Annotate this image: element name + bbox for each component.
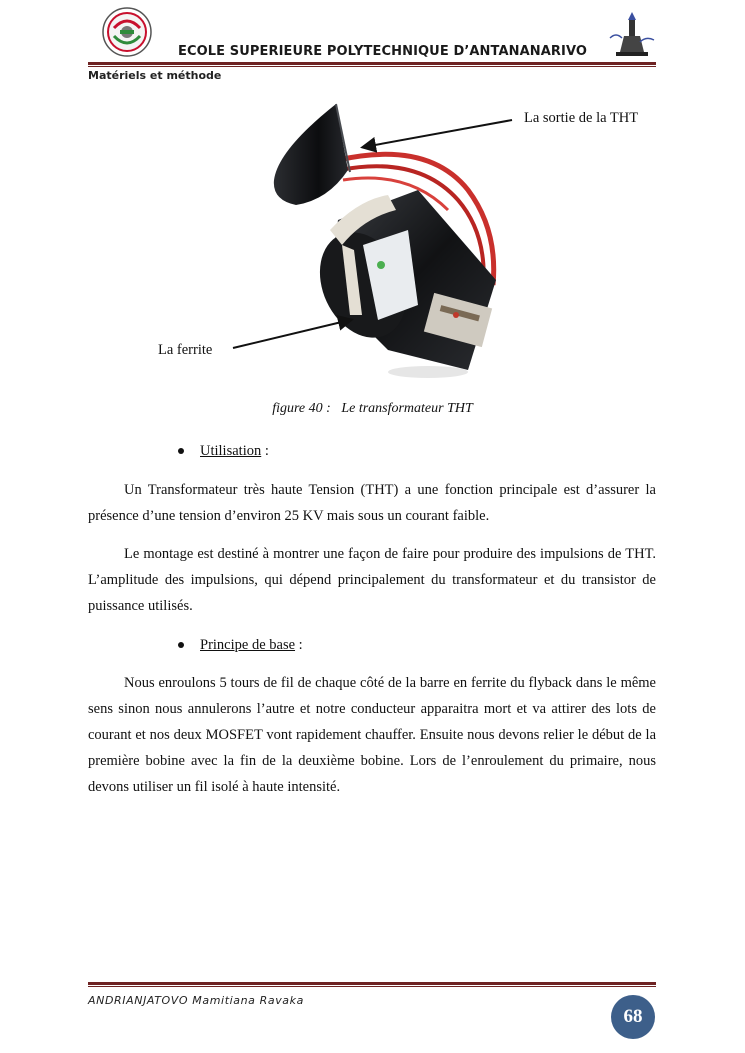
- heading-principe: Principe de base: [200, 637, 296, 653]
- paragraph: Nous enroulons 5 tours de fil de chaque côté de la barre en ferrite du flyback dans le même sens sinon nous annulerons l’autre et notre conducteur apparaitra mort et va attirer des lots de courant et nos deux MOSFET vont rapidement chauffer. Ensuite nous devons relier le début de la première bobine avec la fin de la deuxième bobine. Lors de l’enroulement du primaire, nous devons utiliser un fil isolé à haute intensité.: [88, 675, 656, 795]
- footer-author: ANDRIANJATOVO Mamitiana Ravaka: [88, 994, 304, 1007]
- school-name: ECOLE SUPERIEURE POLYTECHNIQUE D’ANTANANARIVO: [178, 44, 588, 59]
- footer-rule: [88, 982, 656, 985]
- bullet-dot: [178, 642, 184, 648]
- arrow-to-ferrite: [233, 320, 350, 348]
- caption-number: figure 40 :: [272, 401, 331, 416]
- footer-rule-thin: [88, 986, 656, 987]
- paragraph: Le montage est destiné à montrer une façon de faire pour produire des impulsions de THT. L’amplitude des impulsions, qui dépend principalement du transformateur et du transistor de puissance utilisés.: [88, 546, 656, 614]
- bullet-utilisation: [178, 443, 269, 460]
- bullet-dot: [178, 448, 184, 454]
- heading-utilisation: Utilisation: [200, 443, 262, 459]
- paragraph: Un Transformateur très haute Tension (THT) a une fonction principale est d’assurer la présence d’une tension d’environ 25 KV mais sous un courant faible.: [88, 482, 656, 524]
- annotation-arrows: [0, 0, 745, 420]
- heading-suffix: :: [261, 443, 269, 459]
- page-number-badge: 68: [611, 995, 655, 1039]
- label-ferrite: La ferrite: [158, 342, 213, 358]
- figure-caption: [0, 401, 745, 417]
- section-label: Matériels et méthode: [88, 69, 222, 82]
- heading-suffix: :: [295, 637, 303, 653]
- caption-title: Le transformateur THT: [341, 401, 473, 416]
- bullet-principe: [178, 637, 303, 654]
- label-tht-output: La sortie de la THT: [524, 110, 639, 126]
- arrow-to-tht-output: [364, 120, 512, 147]
